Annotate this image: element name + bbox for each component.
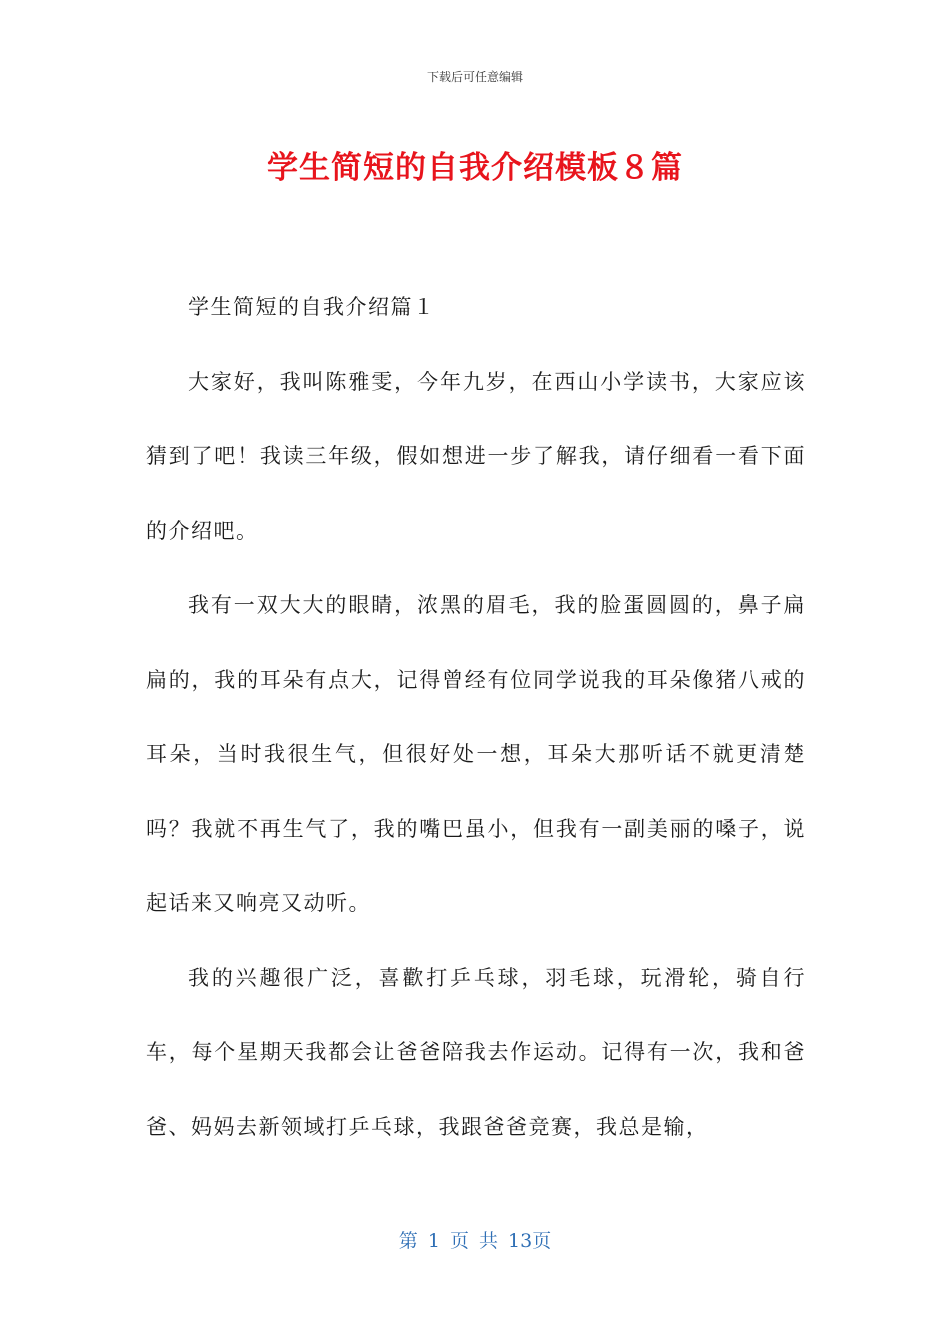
section-heading: 学生简短的自我介绍篇１ [188,295,436,319]
paragraph: 我的兴趣很广泛，喜歡打乒乓球，羽毛球，玩滑轮，骑自行车，每个星期天我都会让爸爸陪我去作运动。记得有一次，我和爸爸、妈妈去新领域打乒乓球，我跟爸爸竞赛，我总是输， [146,965,806,1139]
paragraph: 我有一双大大的眼睛，浓黑的眉毛，我的脸蛋圆圆的，鼻子扁扁的，我的耳朵有点大，记得曾经有位同学说我的耳朵像猪八戒的耳朵，当时我很生气，但很好处一想，耳朵大那听话不就更清楚吗？我就不再生气了，我的嘴巴虽小，但我有一副美丽的嗓子，说起话来又响亮又动听。 [146,593,806,915]
document-title: 学生简短的自我介绍模板８篇 [267,150,683,186]
paragraph: 大家好，我叫陈雅雯，今年九岁，在西山小学读书，大家应该猜到了吧！我读三年级，假如想进一步了解我，请仔细看一看下面的介绍吧。 [146,369,806,543]
header-note: 下载后可任意编辑 [426,70,523,84]
page-number: 第 1 页 共 13页 [398,1230,552,1252]
document-body [146,270,806,1164]
